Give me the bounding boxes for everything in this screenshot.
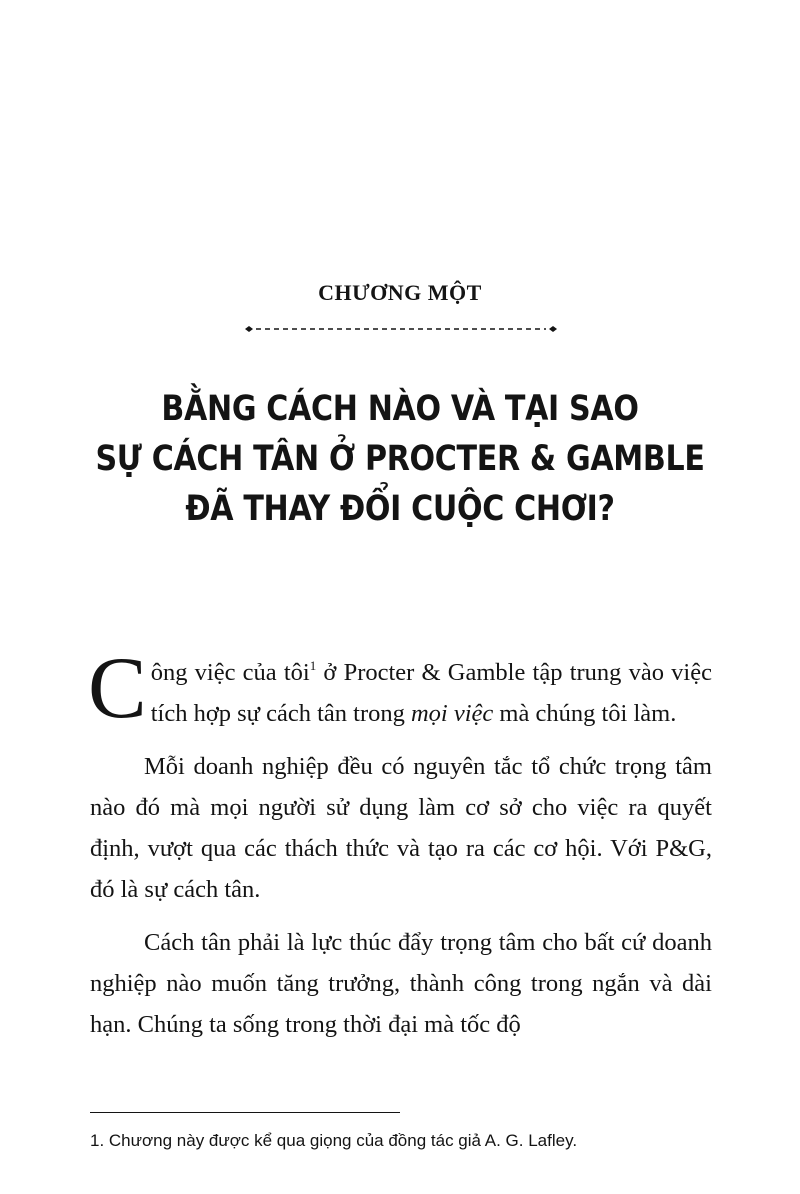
emphasis-text: mọi việc (410, 700, 494, 727)
paragraph-1-part-1: ông việc của tôi (150, 659, 310, 686)
body-text (88, 640, 712, 1057)
drop-cap: C (88, 640, 147, 737)
footnote-reference: 1 (309, 658, 317, 673)
chapter-title-line-1: BẰNG CÁCH NÀO VÀ TẠI SAO (161, 389, 639, 429)
paragraph-1 (88, 640, 712, 737)
chapter-title-line-2: SỰ CÁCH TÂN Ở PROCTER & GAMBLE (95, 439, 705, 479)
chapter-label: CHƯƠNG MỘT (318, 280, 482, 305)
paragraph-3: Cách tân phải là lực thúc đẩy trọng tâm cho bất cứ doanh nghiệp nào muốn tăng trưởng, thành công trong ngắn và dài hạn. Chúng ta sống trong thời đại mà tốc độ (90, 929, 712, 1038)
paragraph-1-part-2: ở Procter & Gamble tập trung vào việc tích hợp sự cách tân trong (150, 659, 712, 727)
footnote: 1. Chương này được kể qua giọng của đồng tác giả A. G. Lafley. (90, 1131, 578, 1150)
chapter-title-line-3: ĐÃ THAY ĐỔI CUỘC CHƠI? (185, 489, 615, 529)
paragraph-1-part-3: mà chúng tôi làm. (493, 700, 677, 727)
footnote-separator (90, 1112, 400, 1113)
chapter-divider-ornament (244, 325, 558, 333)
chapter-title (56, 384, 744, 534)
paragraph-2: Mỗi doanh nghiệp đều có nguyên tắc tổ chức trọng tâm nào đó mà mọi người sử dụng làm cơ sở cho việc ra quyết định, vượt qua các thách thức và tạo ra các cơ hội. Với P&G, đó là sự cách tân. (90, 753, 712, 903)
